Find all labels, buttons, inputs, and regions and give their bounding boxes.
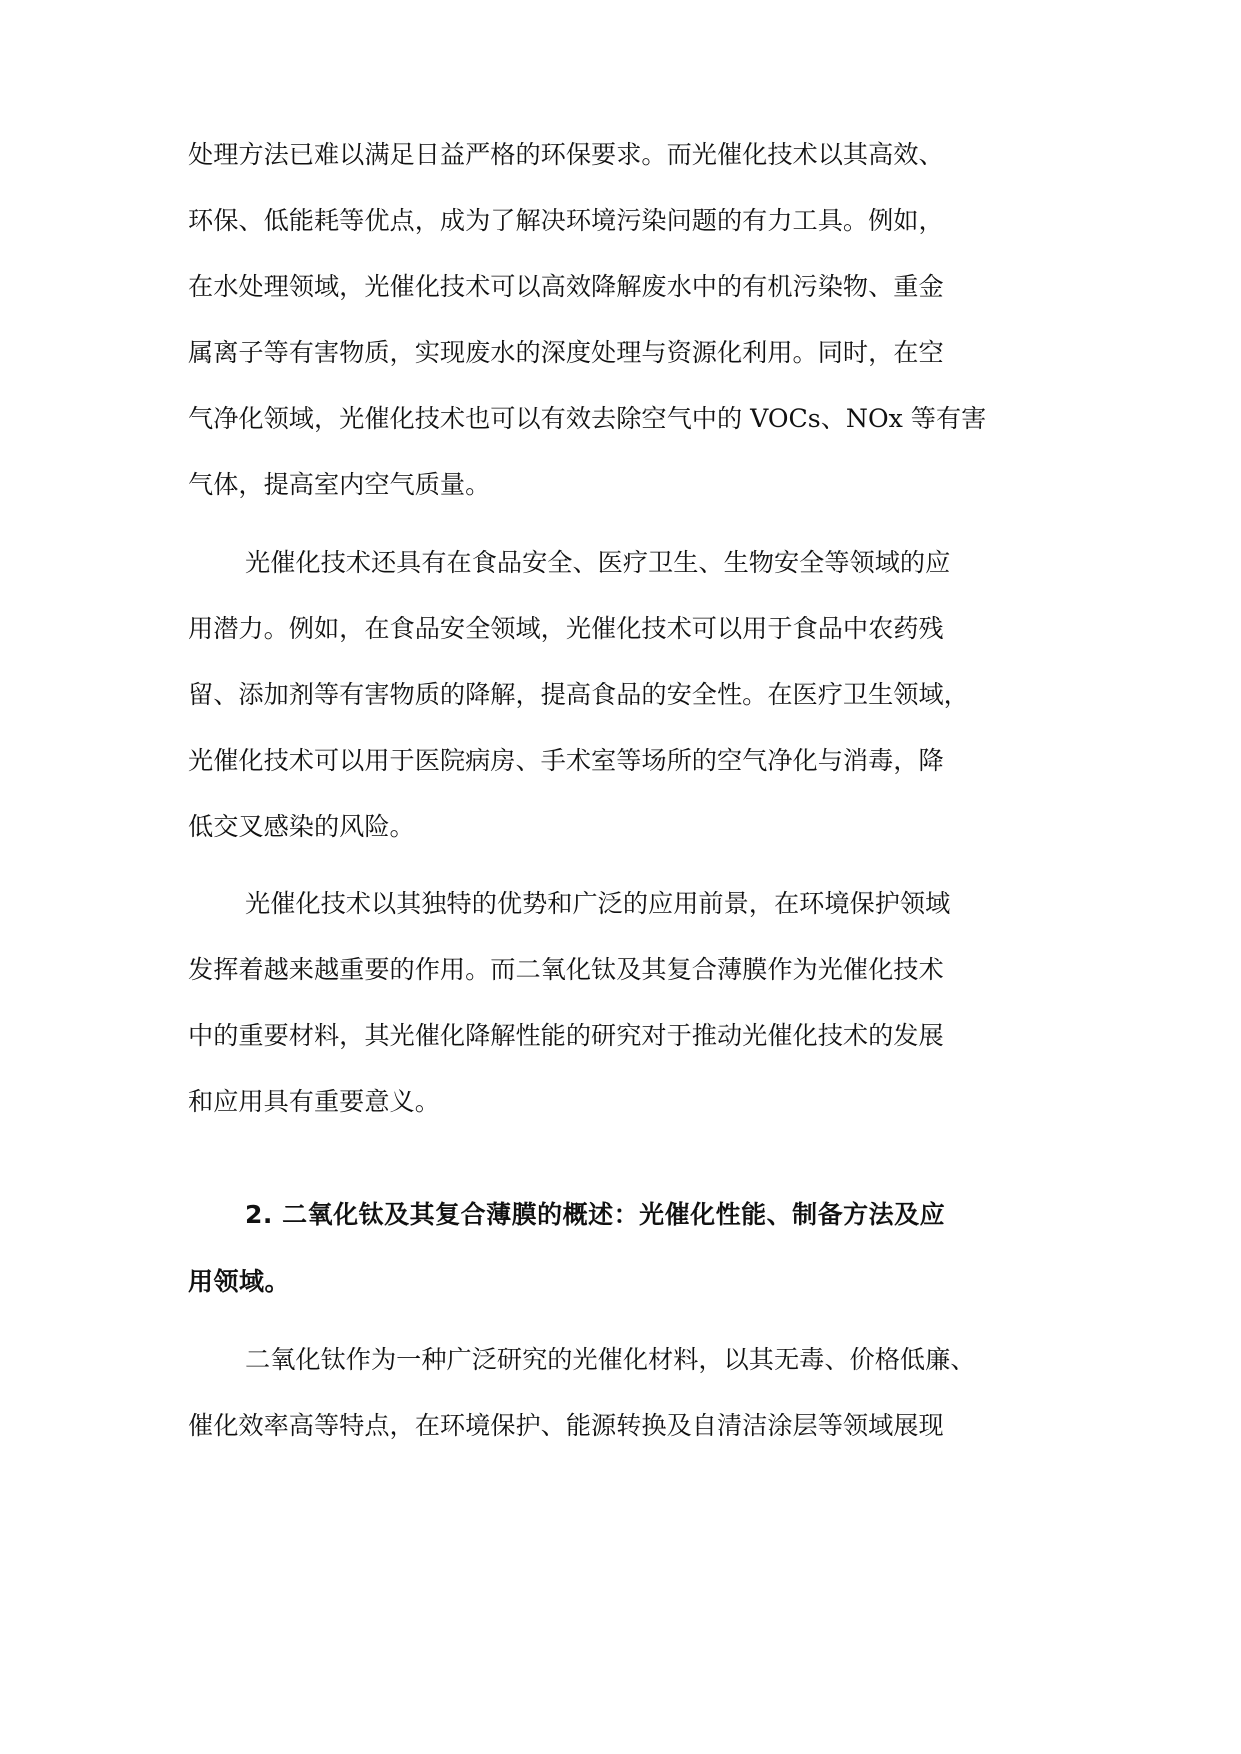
paragraph-line: 和应用具有重要意义。 [188, 1087, 440, 1116]
paragraph-line: 属离子等有害物质，实现废水的深度处理与资源化利用。同时，在空 [188, 338, 944, 367]
paragraph-line: 气净化领域，光催化技术也可以有效去除空气中的 VOCs、NOx 等有害 [188, 404, 987, 433]
paragraph-line: 中的重要材料，其光催化降解性能的研究对于推动光催化技术的发展 [188, 1021, 944, 1050]
paragraph-line: 光催化技术以其独特的优势和广泛的应用前景，在环境保护领域 [245, 889, 951, 918]
paragraph-line: 发挥着越来越重要的作用。而二氧化钛及其复合薄膜作为光催化技术 [188, 955, 944, 984]
paragraph-line: 在水处理领域，光催化技术可以高效降解废水中的有机污染物、重金 [188, 272, 944, 301]
paragraph-line: 气体，提高室内空气质量。 [188, 470, 491, 499]
paragraph-line: 环保、低能耗等优点，成为了解决环境污染问题的有力工具。例如， [188, 206, 944, 235]
paragraph-line: 低交叉感染的风险。 [188, 812, 415, 841]
section-heading-line: 用领域。 [188, 1267, 291, 1296]
paragraph-line: 二氧化钛作为一种广泛研究的光催化材料，以其无毒、价格低廉、 [245, 1345, 976, 1374]
section-heading-line: 2. 二氧化钛及其复合薄膜的概述：光催化性能、制备方法及应 [245, 1200, 946, 1229]
paragraph-line: 光催化技术还具有在食品安全、医疗卫生、生物安全等领域的应 [245, 548, 951, 577]
paragraph-line: 用潜力。例如，在食品安全领域，光催化技术可以用于食品中农药残 [188, 614, 944, 643]
paragraph-line: 留、添加剂等有害物质的降解，提高食品的安全性。在医疗卫生领域， [188, 680, 969, 709]
paragraph-line: 处理方法已难以满足日益严格的环保要求。而光催化技术以其高效、 [188, 140, 944, 169]
paragraph-line: 光催化技术可以用于医院病房、手术室等场所的空气净化与消毒，降 [188, 746, 944, 775]
paragraph-line: 催化效率高等特点，在环境保护、能源转换及自清洁涂层等领域展现 [188, 1411, 944, 1440]
